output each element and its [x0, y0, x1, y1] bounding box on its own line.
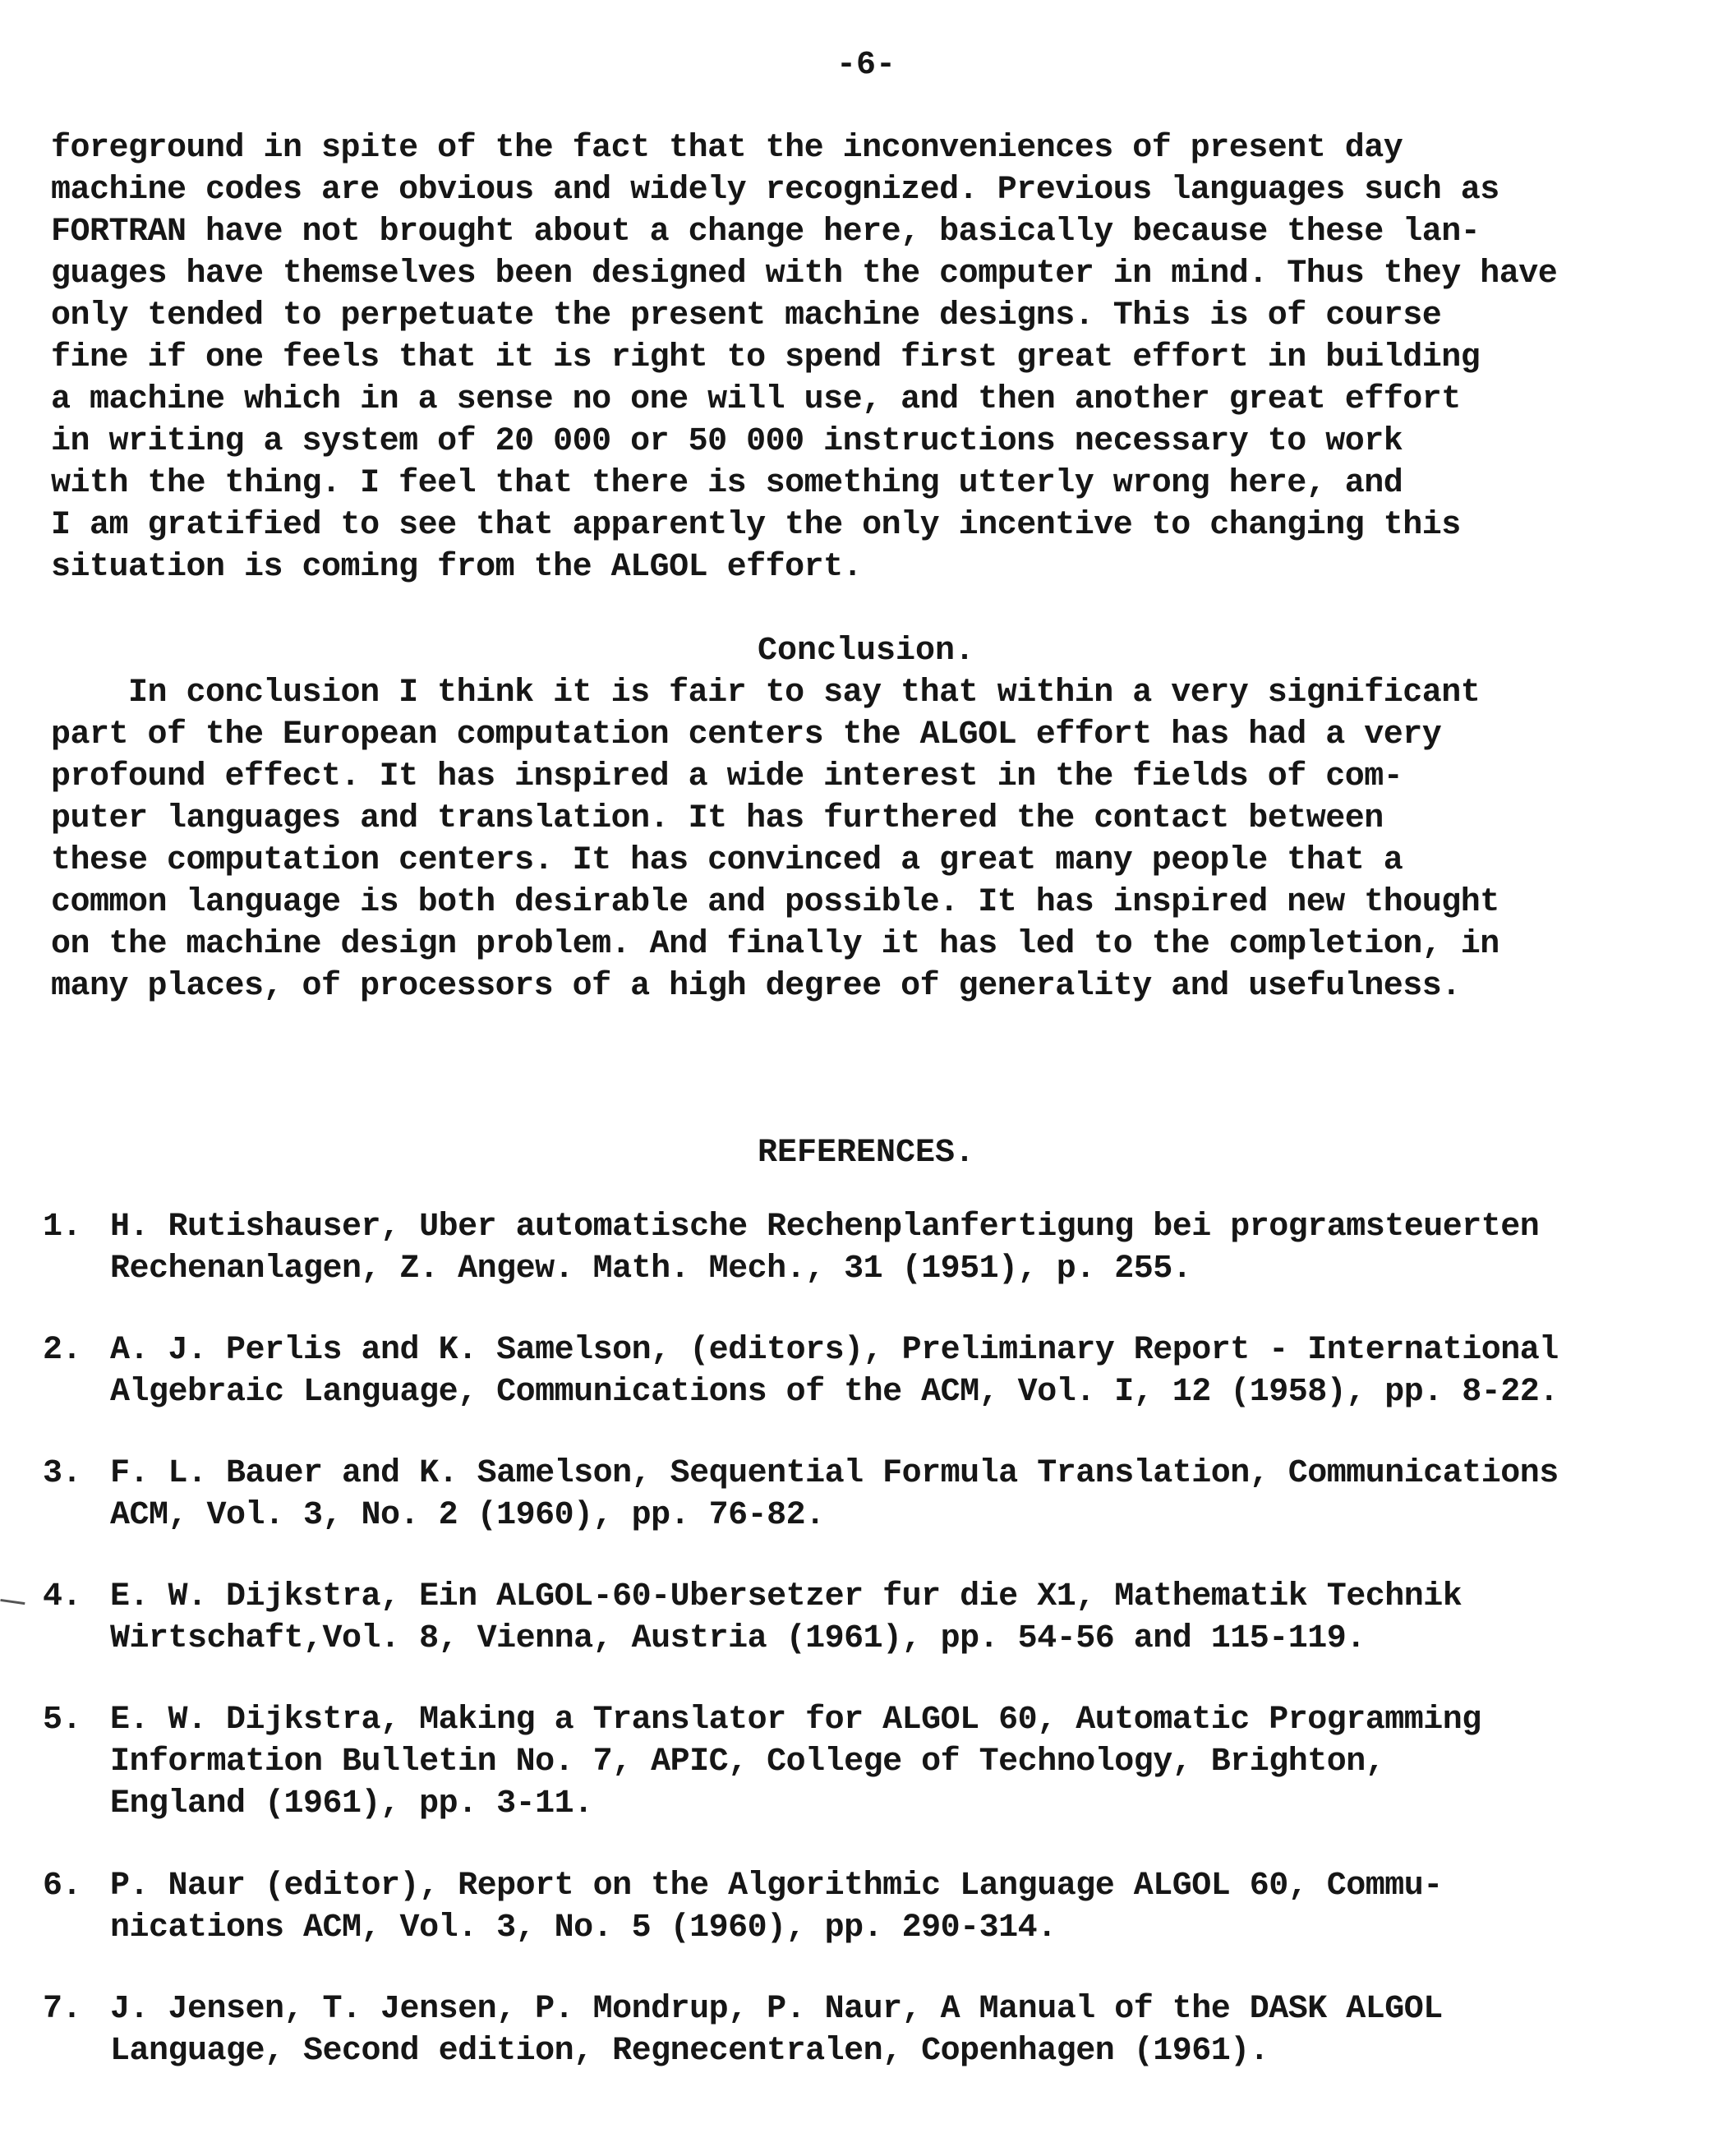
reference-line: Rechenanlagen, Z. Angew. Math. Mech., 31 (1951), p. 255.: [110, 1251, 1192, 1288]
conclusion-paragraph: [51, 672, 1702, 1007]
text-line: I am gratified to see that apparently the only incentive to changing this: [51, 507, 1461, 544]
text-line: puter languages and translation. It has furthered the contact between: [51, 800, 1384, 837]
reference-number: 4.: [43, 1578, 82, 1615]
reference-item: [43, 1988, 1711, 2072]
reference-line: P. Naur (editor), Report on the Algorithmic Language ALGOL 60, Commu-: [110, 1868, 1443, 1905]
reference-line: H. Rutishauser, Uber automatische Rechenplanfertigung bei programsteuerten: [110, 1209, 1540, 1246]
text-line: In conclusion I think it is fair to say that within a very significant: [51, 675, 1481, 712]
text-line: machine codes are obvious and widely recognized. Previous languages such as: [51, 172, 1499, 209]
text-line: guages have themselves been designed with the computer in mind. Thus they have: [51, 256, 1558, 293]
text-line: part of the European computation centers the ALGOL effort has had a very: [51, 716, 1442, 753]
text-line: on the machine design problem. And finally it has led to the completion, in: [51, 926, 1499, 963]
text-line: many places, of processors of a high degree of generality and usefulness.: [51, 968, 1461, 1005]
reference-line: ACM, Vol. 3, No. 2 (1960), pp. 76-82.: [110, 1497, 825, 1534]
text-line: fine if one feels that it is right to spend first great effort in building: [51, 339, 1481, 376]
reference-line: Wirtschaft,Vol. 8, Vienna, Austria (1961), pp. 54-56 and 115-119.: [110, 1620, 1366, 1657]
reference-item: [43, 1329, 1711, 1413]
reference-item: [43, 1453, 1711, 1536]
margin-pencil-mark: [0, 1599, 25, 1610]
text-line: FORTRAN have not brought about a change here, basically because these lan-: [51, 214, 1481, 251]
text-line: in writing a system of 20 000 or 50 000 instructions necessary to work: [51, 423, 1403, 460]
text-line: common language is both desirable and possible. It has inspired new thought: [51, 884, 1499, 921]
text-line: these computation centers. It has convinced a great many people that a: [51, 842, 1403, 879]
text-line: foreground in spite of the fact that the inconveniences of present day: [51, 130, 1403, 167]
reference-item: [43, 1576, 1711, 1660]
reference-line: Algebraic Language, Communications of the ACM, Vol. I, 12 (1958), pp. 8-22.: [110, 1374, 1559, 1411]
reference-number: 3.: [43, 1455, 82, 1492]
text-line: a machine which in a sense no one will use, and then another great effort: [51, 381, 1461, 418]
reference-number: 1.: [43, 1209, 82, 1246]
reference-number: 6.: [43, 1868, 82, 1905]
reference-line: Information Bulletin No. 7, APIC, College of Technology, Brighton,: [110, 1744, 1385, 1781]
text-line: profound effect. It has inspired a wide interest in the fields of com-: [51, 758, 1403, 795]
reference-number: 2.: [43, 1332, 82, 1369]
reference-line: E. W. Dijkstra, Ein ALGOL-60-Ubersetzer fur die X1, Mathematik Technik: [110, 1578, 1463, 1615]
reference-item: [43, 1206, 1711, 1290]
text-line: with the thing. I feel that there is something utterly wrong here, and: [51, 465, 1403, 502]
references-heading: REFERENCES.: [757, 1135, 975, 1172]
reference-line: E. W. Dijkstra, Making a Translator for ALGOL 60, Automatic Programming: [110, 1702, 1481, 1739]
text-line: situation is coming from the ALGOL effort.: [51, 549, 863, 586]
reference-line: A. J. Perlis and K. Samelson, (editors), Preliminary Report - International: [110, 1332, 1559, 1369]
conclusion-heading: Conclusion.: [757, 633, 975, 670]
reference-line: Language, Second edition, Regnecentralen, Copenhagen (1961).: [110, 2033, 1269, 2070]
reference-number: 5.: [43, 1702, 82, 1739]
reference-line: J. Jensen, T. Jensen, P. Mondrup, P. Naur, A Manual of the DASK ALGOL: [110, 1991, 1443, 2028]
intro-paragraph: [51, 127, 1702, 588]
reference-line: England (1961), pp. 3-11.: [110, 1785, 593, 1822]
reference-item: [43, 1865, 1711, 1949]
text-line: only tended to perpetuate the present machine designs. This is of course: [51, 297, 1442, 334]
page-number: -6-: [836, 47, 896, 84]
reference-line: F. L. Bauer and K. Samelson, Sequential Formula Translation, Communications: [110, 1455, 1559, 1492]
reference-number: 7.: [43, 1991, 82, 2028]
reference-item: [43, 1699, 1711, 1825]
reference-line: nications ACM, Vol. 3, No. 5 (1960), pp. 290-314.: [110, 1910, 1057, 1946]
